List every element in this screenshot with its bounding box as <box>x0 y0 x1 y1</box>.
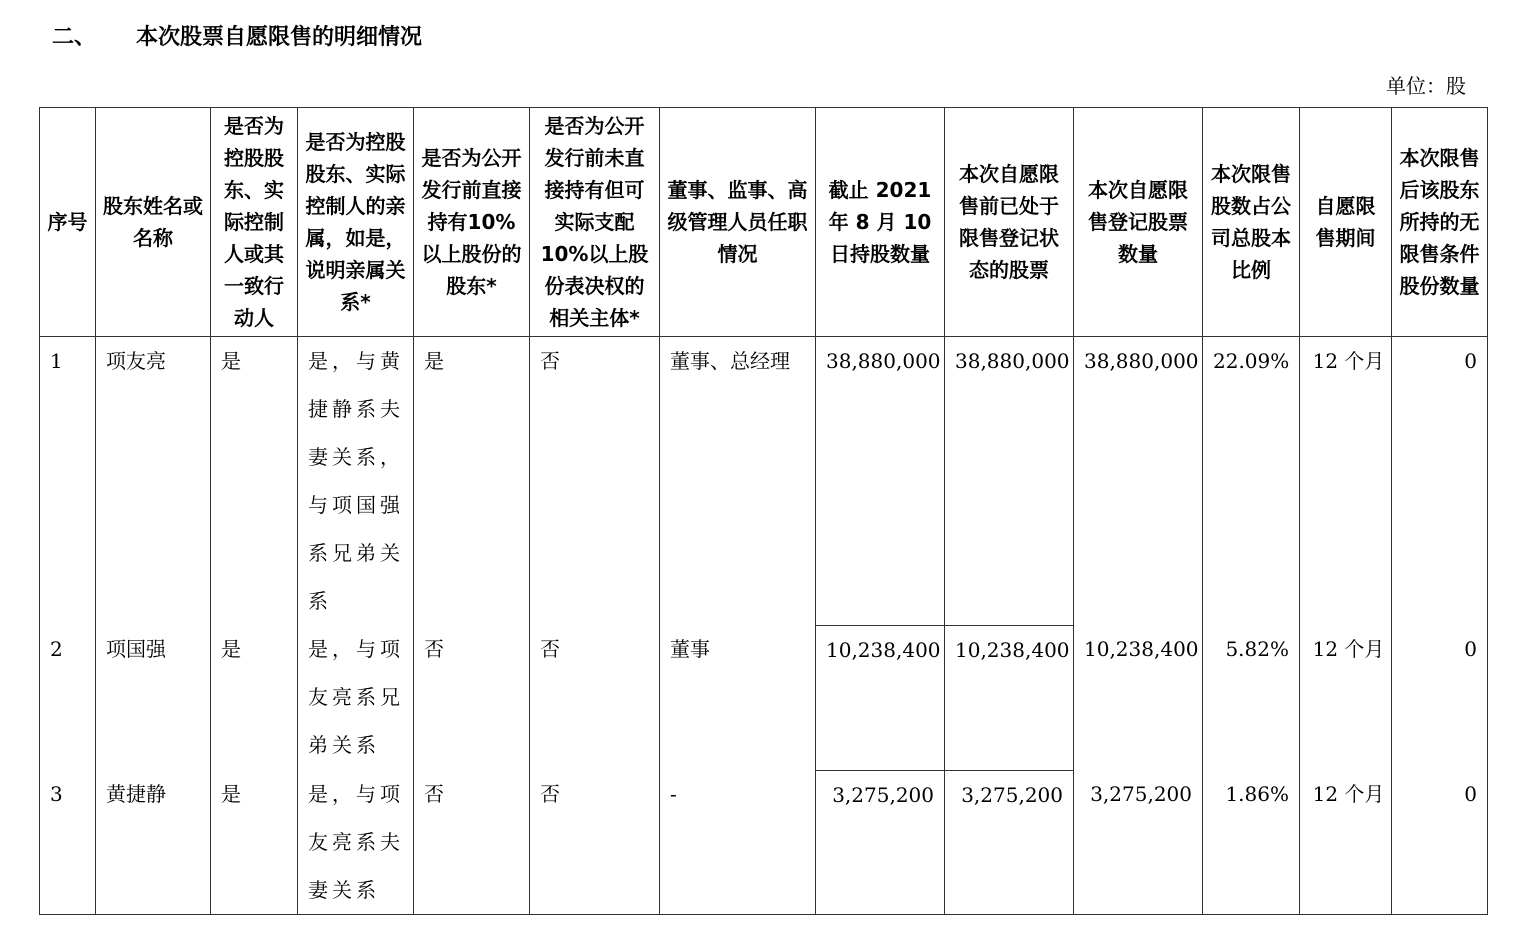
cell-locked-now: 10,238,400 <box>1074 625 1203 770</box>
cell-ratio: 1.86% <box>1203 770 1300 915</box>
header-cell: 序号 <box>40 108 96 337</box>
cell-direct10: 否 <box>414 625 530 770</box>
header-cell: 是否为控股股东、实际控制人的亲属，如是，说明亲属关系* <box>298 108 414 337</box>
cell-relative: 是，与项友亮系夫妻关系 <box>298 770 414 915</box>
cell-no: 2 <box>40 625 96 770</box>
section-number: 二、 <box>52 25 97 50</box>
header-cell: 截止 2021年 8 月 10日持股数量 <box>816 108 945 337</box>
cell-unlocked-after: 0 <box>1392 337 1488 626</box>
header-cell: 本次自愿限售前已处于限售登记状态的股票 <box>945 108 1074 337</box>
cell-ratio: 5.82% <box>1203 625 1300 770</box>
table-row <box>40 770 1488 915</box>
cell-locked-now: 38,880,000 <box>1074 337 1203 626</box>
section-title: 本次股票自愿限售的明细情况 <box>136 25 423 50</box>
cell-holding: 10,238,400 <box>816 625 945 770</box>
header-cell: 本次限售后该股东所持的无限售条件股份数量 <box>1392 108 1488 337</box>
table-row <box>40 625 1488 770</box>
cell-prior-locked: 10,238,400 <box>945 625 1074 770</box>
header-cell: 本次限售股数占公司总股本比例 <box>1203 108 1300 337</box>
section-heading <box>52 20 422 51</box>
cell-relative: 是，与项友亮系兄弟关系 <box>298 625 414 770</box>
cell-controller: 是 <box>211 770 298 915</box>
cell-no: 1 <box>40 337 96 626</box>
header-cell: 本次自愿限售登记股票数量 <box>1074 108 1203 337</box>
cell-indirect10: 否 <box>530 625 660 770</box>
cell-controller: 是 <box>211 337 298 626</box>
table-header-row <box>40 108 1488 337</box>
header-cell: 董事、监事、高级管理人员任职情况 <box>660 108 816 337</box>
cell-relative: 是，与黄捷静系夫妻关系，与项国强系兄弟关系 <box>298 337 414 626</box>
cell-unlocked-after: 0 <box>1392 625 1488 770</box>
cell-position: 董事 <box>660 625 816 770</box>
cell-prior-locked: 3,275,200 <box>945 770 1074 915</box>
header-cell: 自愿限售期间 <box>1300 108 1392 337</box>
cell-position: - <box>660 770 816 915</box>
header-cell: 是否为公开发行前直接持有10%以上股份的股东* <box>414 108 530 337</box>
cell-direct10: 否 <box>414 770 530 915</box>
unit-label: 单位：股 <box>1386 74 1466 98</box>
cell-indirect10: 否 <box>530 770 660 915</box>
cell-holding: 38,880,000 <box>816 337 945 626</box>
cell-indirect10: 否 <box>530 337 660 626</box>
cell-no: 3 <box>40 770 96 915</box>
cell-period: 12 个月 <box>1300 770 1392 915</box>
header-cell: 是否为控股股东、实际控制人或其一致行动人 <box>211 108 298 337</box>
cell-ratio: 22.09% <box>1203 337 1300 626</box>
cell-unlocked-after: 0 <box>1392 770 1488 915</box>
cell-name: 项国强 <box>96 625 211 770</box>
cell-holding: 3,275,200 <box>816 770 945 915</box>
cell-prior-locked: 38,880,000 <box>945 337 1074 626</box>
header-cell: 是否为公开发行前未直接持有但可实际支配10%以上股份表决权的相关主体* <box>530 108 660 337</box>
cell-name: 黄捷静 <box>96 770 211 915</box>
header-cell: 股东姓名或名称 <box>96 108 211 337</box>
cell-name: 项友亮 <box>96 337 211 626</box>
cell-period: 12 个月 <box>1300 625 1392 770</box>
table-row <box>40 337 1488 626</box>
cell-controller: 是 <box>211 625 298 770</box>
cell-locked-now: 3,275,200 <box>1074 770 1203 915</box>
cell-period: 12 个月 <box>1300 337 1392 626</box>
cell-direct10: 是 <box>414 337 530 626</box>
share-lockup-table <box>39 107 1488 915</box>
cell-position: 董事、总经理 <box>660 337 816 626</box>
